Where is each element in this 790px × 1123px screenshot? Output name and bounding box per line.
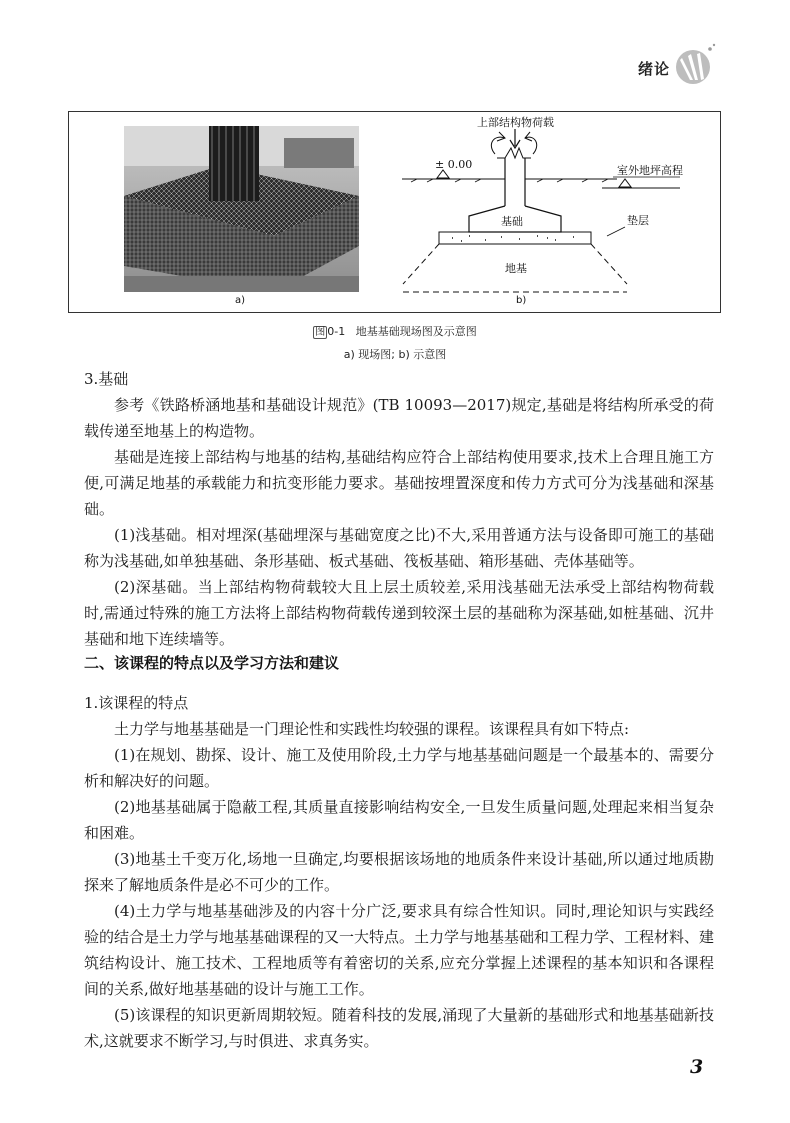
figure-number-badge: 图: [315, 327, 326, 338]
paragraph: (2)地基基础属于隐蔽工程,其质量直接影响结构安全,一旦发生质量问题,处理起来相当复杂和困难。: [84, 798, 714, 842]
ground-level-label: 室外地坪高程: [617, 164, 683, 177]
elevation-label: ± 0.00: [435, 158, 473, 171]
figure-title: 地基基础现场图及示意图: [355, 325, 477, 338]
subfig-b-label: b): [516, 295, 527, 306]
load-label: 上部结构物荷载: [477, 116, 554, 129]
figure-caption: [0, 323, 790, 339]
subfig-a-label: a): [235, 295, 246, 306]
subgrade-label: 地基: [505, 262, 527, 275]
paragraph: (3)地基土千变万化,场地一旦确定,均要根据该场地的地质条件来设计基础,所以通过地质勘探来了解地质条件是必不可少的工作。: [84, 850, 714, 894]
foundation-label: 基础: [501, 215, 523, 228]
paragraph: (5)该课程的知识更新周期较短。随着科技的发展,涌现了大量新的基础形式和地基基础新技术,这就要求不断学习,与时俱进、求真务实。: [84, 1006, 714, 1050]
figure-frame: [68, 111, 721, 313]
load-arrow-icon: [510, 129, 520, 148]
paragraph: (2)深基础。当上部结构物荷载较大且上层土质较差,采用浅基础无法承受上部结构物荷载时,需通过特殊的施工方法将上部结构物荷载传递到较深土层的基础称为深基础,如桩基础、沉井基础和地下连续墙等。: [84, 578, 714, 648]
paragraph: (1)在规划、勘探、设计、施工及使用阶段,土力学与地基基础问题是一个最基本的、需要分析和解决好的问题。: [84, 746, 714, 790]
foundation-diagram: [397, 112, 717, 312]
paragraph: 土力学与地基基础是一门理论性和实践性均较强的课程。该课程具有如下特点:: [114, 720, 630, 738]
figure-subcaption: a) 现场图; b) 示意图: [343, 348, 447, 361]
cushion-label: 垫层: [627, 214, 649, 227]
rebar-photo: [124, 126, 359, 292]
chapter-label: 绪论: [638, 60, 671, 78]
paragraph: 参考《铁路桥涵地基和基础设计规范》(TB 10093—2017)规定,基础是将结构所承受的荷载传递至地基上的构造物。: [84, 396, 714, 440]
section-3-text: [84, 366, 714, 652]
section-two-heading: 二、该课程的特点以及学习方法和建议: [84, 654, 340, 672]
subsection-heading: 1.该课程的特点: [84, 694, 189, 712]
section-3-heading: 3.基础: [84, 370, 129, 388]
chapter-logo-icon: [668, 40, 718, 90]
figure-id: 0-1: [327, 325, 346, 338]
paragraph: (1)浅基础。相对埋深(基础埋深与基础宽度之比)不大,采用普通方法与设备即可施工的基础称为浅基础,如单独基础、条形基础、板式基础、筏板基础、箱形基础、壳体基础等。: [84, 526, 714, 570]
page-number: 3: [690, 1056, 704, 1078]
section-two-text: [84, 690, 714, 1054]
paragraph: (4)土力学与地基基础涉及的内容十分广泛,要求具有综合性知识。同时,理论知识与实践经验的结合是土力学与地基基础课程的又一大特点。土力学与地基基础和工程力学、工程材料、建筑结构设计、施工技术、工程地质等有着密切的关系,应充分掌握上述课程的基本知识和各课程间的关系,做好地基基础的设计与施工工作。: [84, 902, 715, 998]
paragraph: 基础是连接上部结构与地基的结构,基础结构应符合上部结构使用要求,技术上合理且施工方便,可满足地基的承载能力和抗变形能力要求。基础按埋置深度和传力方式可分为浅基础和深基础。: [84, 448, 714, 518]
